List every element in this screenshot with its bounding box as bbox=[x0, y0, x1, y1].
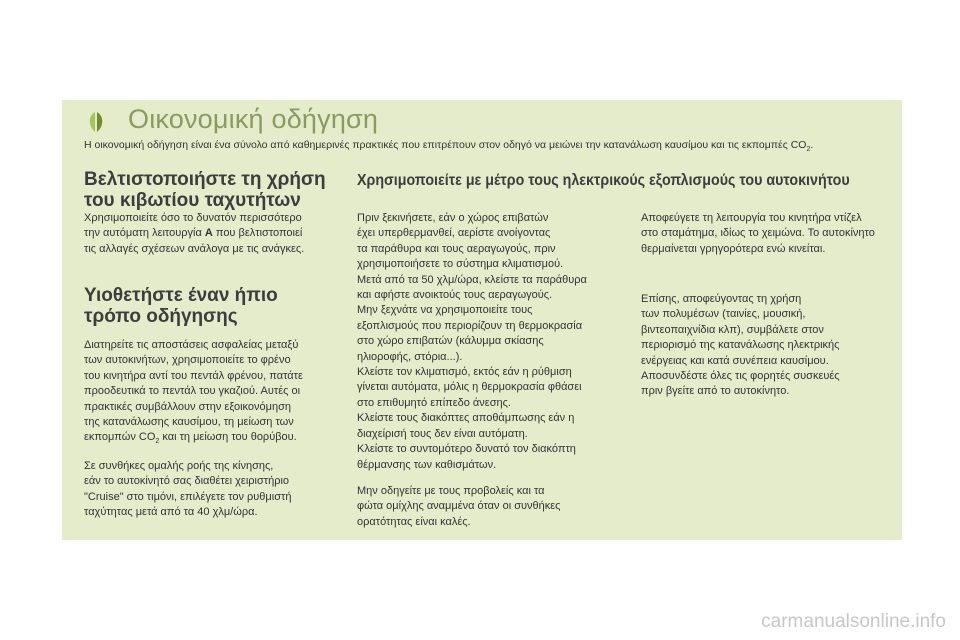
page-title: Οικονομική οδήγηση bbox=[128, 104, 379, 134]
heading-electrical-equipment: Χρησιμοποιείτε με μέτρο τους ηλεκτρικούς εξοπλισμούς του αυτοκινήτου bbox=[357, 172, 850, 189]
eco-leaf-icon bbox=[84, 110, 108, 134]
intro-text: Η οικονομική οδήγηση είναι ένα σύνολο από καθημερινές πρακτικές που επιτρέπουν στον οδηγό να μειώνει την κατανάλωση καυσίμου και τις εκπομπές $CO_2$. bbox=[84, 139, 814, 154]
paragraph-headlights: Μην οδηγείτε με τους προβολείς και τα φώτα ομίχλης αναμμένα όταν οι συνθήκες ορατότητας είναι καλές. bbox=[357, 485, 561, 528]
paragraph-cruise: Σε συνθήκες ομαλής ροής της κίνησης, εάν το αυτοκίνητό σας διαθέτει χειριστήριο "Cruise" στο τιμόνι, επιλέγετε τον ρυθμιστή ταχύτητας μετά από τα 40 χλμ/ώρα. bbox=[84, 460, 292, 519]
paragraph-gentle-driving: Διατηρείτε τις αποστάσεις ασφαλείας μεταξύ των αυτοκινήτων, χρησιμοποιείτε το φρένο του κινητήρα αντί του πεντάλ φρένου, πατάτε προοδευτικά το πεντάλ του γκαζιού. Αυτές οι πρακτικές συμβάλλουν στην εξοικονόμηση της κατανάλωσης καυσίμου, τη μείωση των εκπομπών $CO_2$ και τη μείωση του θορύβου. bbox=[84, 339, 303, 446]
watermark: carmanualsonline.info bbox=[761, 611, 946, 632]
paragraph-ventilation: Πριν ξεκινήσετε, εάν ο χώρος επιβατών έχει υπερθερμανθεί, αερίστε ανοίγοντας τα παράθυρα και τους αεραγωγούς, πριν χρησιμοποιήσετε το σύστημα κλιματισμού. Μετά από τα 50 χλμ/ώρα, κλείστε τα παράθυρα και αφήστε ανοικτούς τους αεραγωγούς. Μην ξεχνάτε να χρησιμοποιείτε τους εξοπλισμούς που περιορίζουν τη θερμοκρασία στο χώρο επιβατών (κάλυμμα σκίασης ηλιοροφής, στόρια...). Κλείστε τον κλιματισμό, εκτός εάν η ρύθμιση γίνεται αυτόματα, μόλις η θερμοκρασία φθάσει στο επιθυμητό επίπεδο άνεσης. Κλείστε τους διακόπτες αποθάμπωσης εάν η διαχείρισή τους δεν είναι αυτόματη. Κλείστε το συντομότερο δυνατό τον διακόπτη θέρμανσης των καθισμάτων. bbox=[357, 212, 587, 471]
heading-gearbox: Βελτιστοποιήστε τη χρήση του κιβωτίου ταχυτήτων bbox=[84, 169, 326, 211]
paragraph-gearbox: Χρησιμοποιείτε όσο το δυνατόν περισσότερο την αυτόματη λειτουργία A που βελτιστοποιεί τις αλλαγές σχέσεων ανάλογα με τις ανάγκες. bbox=[84, 212, 305, 255]
paragraph-diesel-idle: Αποφεύγετε τη λειτουργία του κινητήρα ντίζελ στο σταμάτημα, ιδίως το χειμώνα. Το αυτοκίνητο θερμαίνεται γρηγορότερα ενώ κινείται. bbox=[641, 212, 875, 255]
paragraph-multimedia: Επίσης, αποφεύγοντας τη χρήση των πολυμέσων (ταινίες, μουσική, βιντεοπαιχνίδια κλπ), συμβάλετε στον περιορισμό της κατανάλωσης ηλεκτρικής ενέργειας και κατά συνέπεια καυσίμου. Αποσυνδέστε όλες τις φορητές συσκευές πριν βγείτε από το αυτοκίνητο. bbox=[641, 293, 840, 398]
heading-gentle-driving: Υιοθετήστε έναν ήπιο τρόπο οδήγησης bbox=[84, 285, 278, 327]
